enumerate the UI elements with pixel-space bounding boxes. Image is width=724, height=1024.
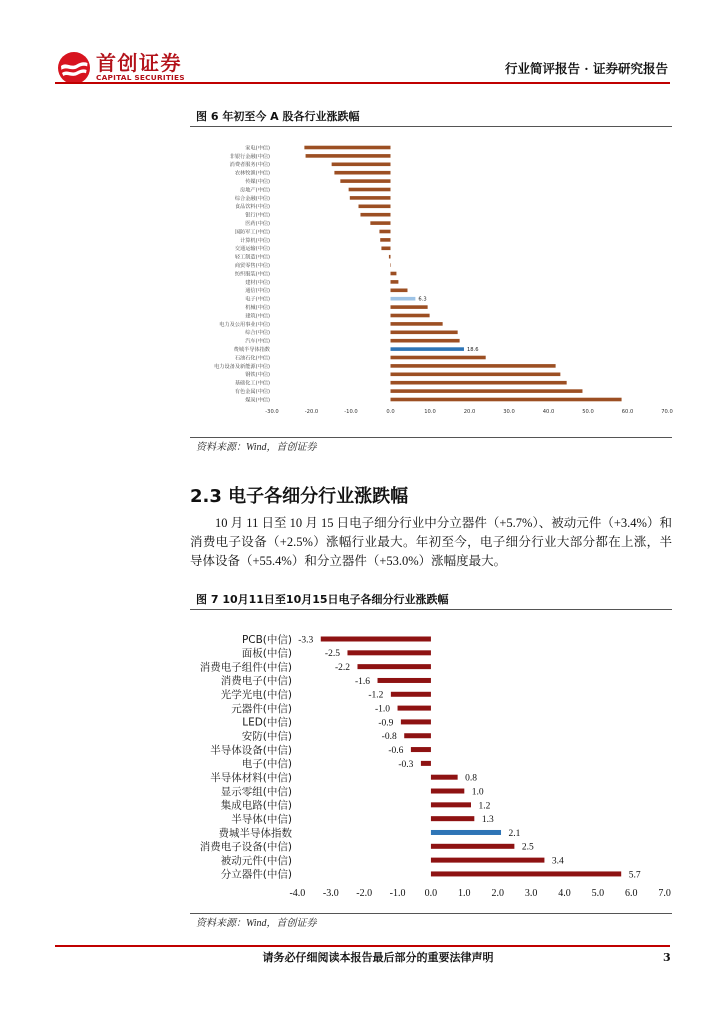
category-label: 电子(中信): [241, 758, 292, 771]
footer-divider: [55, 945, 670, 947]
category-label: 建材(中信): [245, 279, 270, 286]
category-label: 农林牧渔(中信): [234, 170, 270, 177]
figure-7-bottom-rule: [190, 913, 672, 914]
bar: [370, 221, 390, 225]
brand-name-en: CAPITAL SECURITIES: [96, 73, 185, 82]
bar: [379, 230, 390, 234]
category-label: 光学光电(中信): [220, 689, 292, 702]
figure-6-title: 图 6 年初至今 A 股各行业涨跌幅: [196, 110, 360, 123]
bar: [350, 196, 391, 200]
bar: [360, 213, 390, 217]
bar: [321, 637, 431, 642]
category-label: 轻工制造(中信): [234, 254, 270, 261]
x-tick-label: 50.0: [582, 409, 594, 415]
bar: [431, 816, 474, 821]
x-tick-label: -10.0: [344, 409, 358, 415]
data-label: -2.2: [334, 663, 350, 674]
category-label: 安防(中信): [241, 730, 292, 743]
bar: [391, 305, 428, 309]
bar: [334, 171, 390, 175]
category-label: 食品饮料(中信): [234, 204, 270, 211]
category-label: 电子(中信): [245, 296, 270, 303]
x-tick-label: 3.0: [524, 888, 538, 899]
bar: [391, 398, 622, 402]
category-label: 半导体(中信): [231, 813, 292, 826]
bar: [401, 719, 431, 724]
bar: [404, 733, 431, 738]
category-label: 基础化工(中信): [234, 380, 270, 387]
category-label: 集成电路(中信): [220, 799, 292, 812]
data-label: 18.6: [466, 346, 479, 353]
bar: [391, 331, 458, 335]
bar: [390, 263, 391, 267]
figure-6-top-rule: [190, 126, 672, 127]
figure-7-top-rule: [190, 609, 672, 610]
brand-name-cn: 首创证券: [96, 51, 182, 75]
x-tick-label: 40.0: [542, 409, 555, 415]
chart-industry-ytd-change: [0, 128, 724, 430]
bar: [357, 664, 430, 669]
bar: [391, 389, 583, 393]
x-tick-label: 70.0: [661, 409, 673, 415]
category-label: 元器件(中信): [231, 702, 292, 715]
bar: [431, 775, 458, 780]
category-label: 银行(中信): [245, 212, 270, 219]
data-label: 1.2: [478, 801, 491, 812]
x-tick-label: 0.0: [424, 888, 438, 899]
data-label: 0.8: [465, 773, 478, 784]
x-tick-label: 30.0: [503, 409, 515, 415]
category-label: 石油石化(中信): [234, 355, 270, 362]
bar: [431, 789, 464, 794]
category-label: 显示零组(中信): [220, 785, 292, 798]
x-tick-label: 0.0: [386, 409, 395, 415]
category-label: 电力及公用事业(中信): [219, 321, 270, 328]
bar: [421, 761, 431, 766]
page-number: 3: [663, 951, 671, 964]
bar: [359, 205, 391, 209]
bar: [391, 381, 567, 385]
category-label: 交通运输(中信): [234, 246, 270, 253]
data-label: -3.3: [298, 635, 314, 646]
data-label: -2.5: [324, 649, 340, 660]
bar: [431, 830, 501, 835]
bar: [378, 678, 431, 683]
data-label: -0.9: [378, 718, 394, 729]
section-paragraph: 10 月 11 日至 10 月 15 日电子细分行业中分立器件（+5.7%）、被动元件（+3.4%）和消费电子设备（+2.5%）涨幅行业最大。年初至今，电子细分行业大部分都在上涨，半导体设备（+55.4%）和分立器件（+53.0%）涨幅度最大。: [190, 516, 672, 568]
x-tick-label: 2.0: [491, 888, 504, 899]
bar: [306, 154, 391, 158]
x-tick-label: -3.0: [322, 888, 339, 899]
bar: [391, 322, 443, 326]
bar: [391, 289, 408, 293]
bar: [431, 844, 514, 849]
category-label: 煤炭(中信): [245, 397, 270, 404]
bar: [398, 706, 431, 711]
x-tick-label: 60.0: [621, 409, 634, 415]
bar: [431, 858, 544, 863]
bar: [332, 163, 391, 167]
bar: [411, 747, 431, 752]
bar: [391, 339, 460, 343]
x-tick-label: 5.0: [591, 888, 605, 899]
x-tick-label: -4.0: [289, 888, 306, 899]
header-divider: [55, 82, 670, 84]
x-tick-label: 1.0: [458, 888, 471, 899]
category-label: 消费电子(中信): [220, 675, 292, 688]
data-label: 2.5: [521, 842, 534, 853]
section-heading: 2.3 电子各细分行业涨跌幅: [190, 486, 409, 507]
category-label: 通信(中信): [245, 288, 270, 295]
category-label: PCB(中信): [241, 633, 292, 646]
x-tick-label: -1.0: [389, 888, 406, 899]
category-label: 电力设备及新能源(中信): [214, 363, 270, 370]
bar: [381, 247, 390, 251]
x-tick-label: -2.0: [356, 888, 373, 899]
x-tick-label: -30.0: [265, 409, 279, 415]
bar: [349, 188, 391, 192]
figure-6-bottom-rule: [190, 437, 672, 438]
x-tick-label: -20.0: [304, 409, 319, 415]
category-label: 被动元件(中信): [220, 854, 292, 867]
bar: [391, 280, 399, 284]
figure-7-source: 资料来源：Wind，首创证券: [196, 918, 317, 929]
bar: [431, 802, 471, 807]
data-label: 3.4: [551, 856, 564, 867]
data-label: 5.7: [628, 870, 641, 881]
category-label: 消费电子设备(中信): [199, 841, 292, 854]
figure-6-source: 资料来源：Wind，首创证券: [196, 442, 317, 453]
bar: [431, 871, 621, 876]
category-label: 费城半导体指数: [218, 827, 292, 840]
bar: [391, 347, 464, 351]
category-label: 综合(中信): [245, 330, 270, 337]
category-label: 消费电子组件(中信): [199, 661, 292, 674]
category-label: 半导体设备(中信): [210, 744, 292, 757]
bar: [391, 373, 561, 377]
category-label: LED(中信): [242, 716, 292, 729]
bar: [391, 356, 486, 360]
category-label: 纺织服装(中信): [234, 271, 270, 278]
category-label: 半导体材料(中信): [210, 771, 292, 784]
category-label: 计算机(中信): [240, 237, 270, 244]
bar: [389, 255, 391, 259]
x-tick-label: 6.0: [624, 888, 638, 899]
category-label: 综合金融(中信): [234, 195, 270, 202]
bar: [391, 364, 556, 368]
category-label: 面板(中信): [241, 647, 292, 660]
category-label: 建筑(中信): [245, 313, 270, 320]
category-label: 房地产(中信): [240, 187, 270, 194]
category-label: 消费者服务(中信): [229, 162, 270, 169]
bar: [391, 692, 431, 697]
category-label: 钢铁(中信): [245, 372, 270, 379]
bar: [391, 314, 430, 318]
category-label: 医药(中信): [245, 220, 270, 227]
category-label: 分立器件(中信): [220, 868, 292, 881]
data-label: 6.3: [418, 296, 427, 303]
x-tick-label: 4.0: [558, 888, 571, 899]
data-label: 1.0: [471, 787, 484, 798]
category-label: 非银行金融(中信): [229, 153, 270, 160]
category-label: 国防军工(中信): [234, 229, 270, 236]
data-label: -0.8: [381, 732, 397, 743]
figure-7-title: 图 7 10月11日至10月15日电子各细分行业涨跌幅: [196, 593, 449, 606]
bar: [304, 146, 390, 150]
category-label: 汽车(中信): [245, 338, 270, 345]
category-label: 机械(中信): [245, 304, 270, 311]
data-label: -0.3: [398, 759, 414, 770]
x-tick-label: 20.0: [463, 409, 476, 415]
data-label: -1.2: [368, 690, 384, 701]
bar: [391, 272, 397, 276]
x-tick-label: 10.0: [424, 409, 436, 415]
category-label: 商贸零售(中信): [234, 262, 270, 269]
data-label: 1.3: [481, 815, 494, 826]
bar: [380, 238, 390, 242]
bar: [347, 650, 430, 655]
category-label: 家电(中信): [245, 145, 270, 152]
bar: [340, 179, 390, 183]
data-label: -1.6: [354, 676, 371, 687]
data-label: -1.0: [374, 704, 391, 715]
category-label: 传媒(中信): [245, 178, 270, 185]
category-label: 有色金属(中信): [234, 388, 270, 395]
legal-disclaimer: 请务必仔细阅读本报告最后部分的重要法律声明: [262, 951, 494, 964]
data-label: -0.6: [388, 745, 404, 756]
category-label: 费城半导体指数: [233, 346, 270, 353]
bar: [391, 297, 416, 301]
data-label: 2.1: [508, 828, 521, 839]
report-type-label: 行业简评报告 · 证券研究报告: [504, 61, 668, 76]
x-tick-label: 7.0: [658, 888, 671, 899]
chart-electronics-subsector-weekly-change: [0, 614, 724, 910]
brand-logo-icon: [57, 51, 91, 85]
